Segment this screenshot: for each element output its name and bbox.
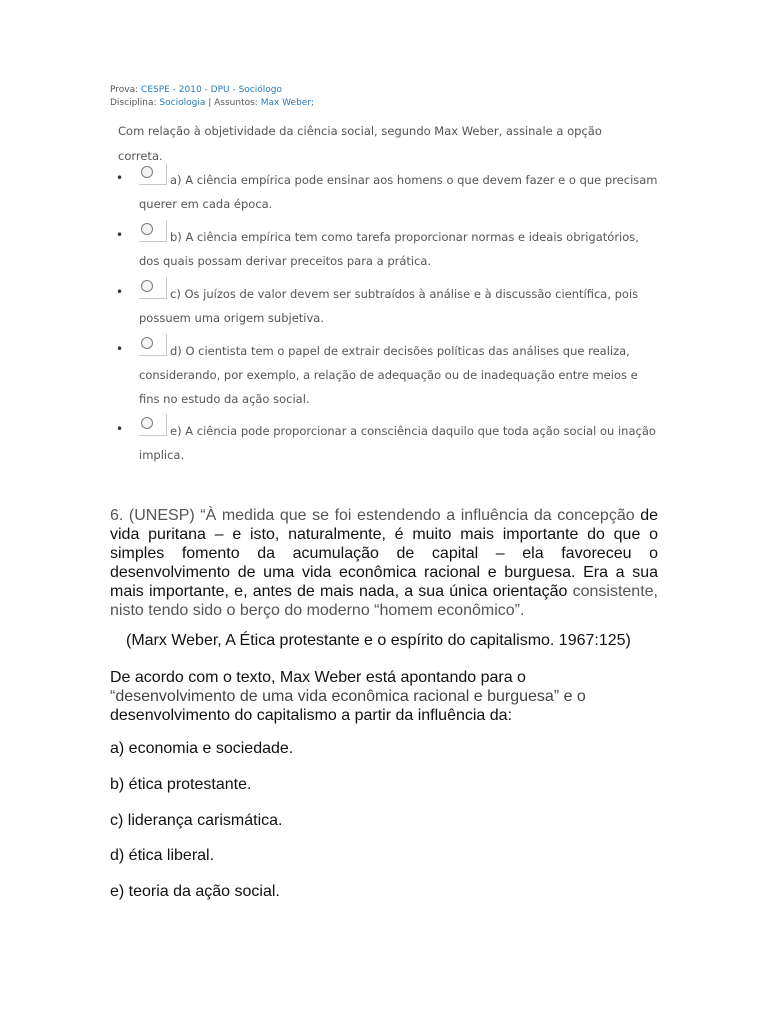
question-prompt	[110, 668, 658, 725]
bullet-icon: •	[116, 285, 124, 299]
alternative-e: e) teoria da ação social.	[110, 883, 280, 900]
question-metadata	[110, 84, 314, 110]
separator: |	[208, 98, 212, 108]
option-text-b: b) A ciência empírica tem como tarefa proporcionar normas e ideais obrigatórios, dos quais possam derivar preceitos para a prática.	[139, 230, 639, 268]
bullet-icon: •	[116, 422, 124, 436]
option-text-c: c) Os juízos de valor devem ser subtraídos à análise e à discussão científica, pois possuem uma origem subjetiva.	[139, 287, 639, 325]
assuntos-label: Assuntos:	[214, 98, 258, 108]
option-text-e: e) A ciência pode proporcionar a consciência daquilo que toda ação social ou inação implica.	[139, 424, 656, 462]
question-stem: Com relação à objetividade da ciência social, segundo Max Weber, assinale a opção correta.	[118, 124, 602, 163]
prova-line	[110, 84, 314, 97]
assuntos-link[interactable]: Max Weber;	[260, 98, 315, 108]
prompt-line: “desenvolvimento de uma vida econômica racional e burguesa” e o	[110, 688, 586, 705]
question-text-part: de vida puritana – e isto, naturalmente, é muito mais importante do que o simples fomento da acumulação de capital – ela favoreceu o desenvolvimento de uma vida econômica racional e burguesa. Era a sua mais importante, e, antes de mais nada, a sua única orientação	[110, 507, 659, 600]
bullet-icon: •	[116, 171, 124, 185]
citation: (Marx Weber, A Ética protestante e o espírito do capitalismo. 1967:125)	[126, 632, 631, 649]
prova-link[interactable]: CESPE - 2010 - DPU - Sociólogo	[141, 85, 282, 95]
option-text-a: a) A ciência empírica pode ensinar aos homens o que devem fazer e o que precisam querer em cada época.	[139, 173, 658, 211]
alternative-b: b) ética protestante.	[110, 776, 252, 793]
alternative-d: d) ética liberal.	[110, 847, 215, 864]
disciplina-label: Disciplina:	[110, 98, 157, 108]
question-text-part: 6. (UNESP) “À medida que se foi estendendo a influência da concepção	[110, 507, 635, 524]
prova-label: Prova:	[110, 85, 139, 95]
alternative-a: a) economia e sociedade.	[110, 740, 294, 757]
prompt-line: De acordo com o texto, Max Weber está apontando para o	[110, 669, 526, 686]
disciplina-line	[110, 97, 314, 110]
question-text	[110, 506, 658, 620]
alternative-c: c) liderança carismática.	[110, 812, 283, 829]
bullet-icon: •	[116, 228, 124, 242]
bullet-icon: •	[116, 342, 124, 356]
prompt-line: desenvolvimento do capitalismo a partir da influência da:	[110, 707, 513, 724]
question-text-part: consistente, nisto tendo sido o berço do moderno “homem econômico”.	[110, 583, 658, 619]
disciplina-link[interactable]: Sociologia	[159, 98, 206, 108]
option-text-d: d) O cientista tem o papel de extrair decisões políticas das análises que realiza, considerando, por exemplo, a relação de adequação ou de inadequação entre meios e fins no estudo da ação social.	[139, 344, 638, 406]
